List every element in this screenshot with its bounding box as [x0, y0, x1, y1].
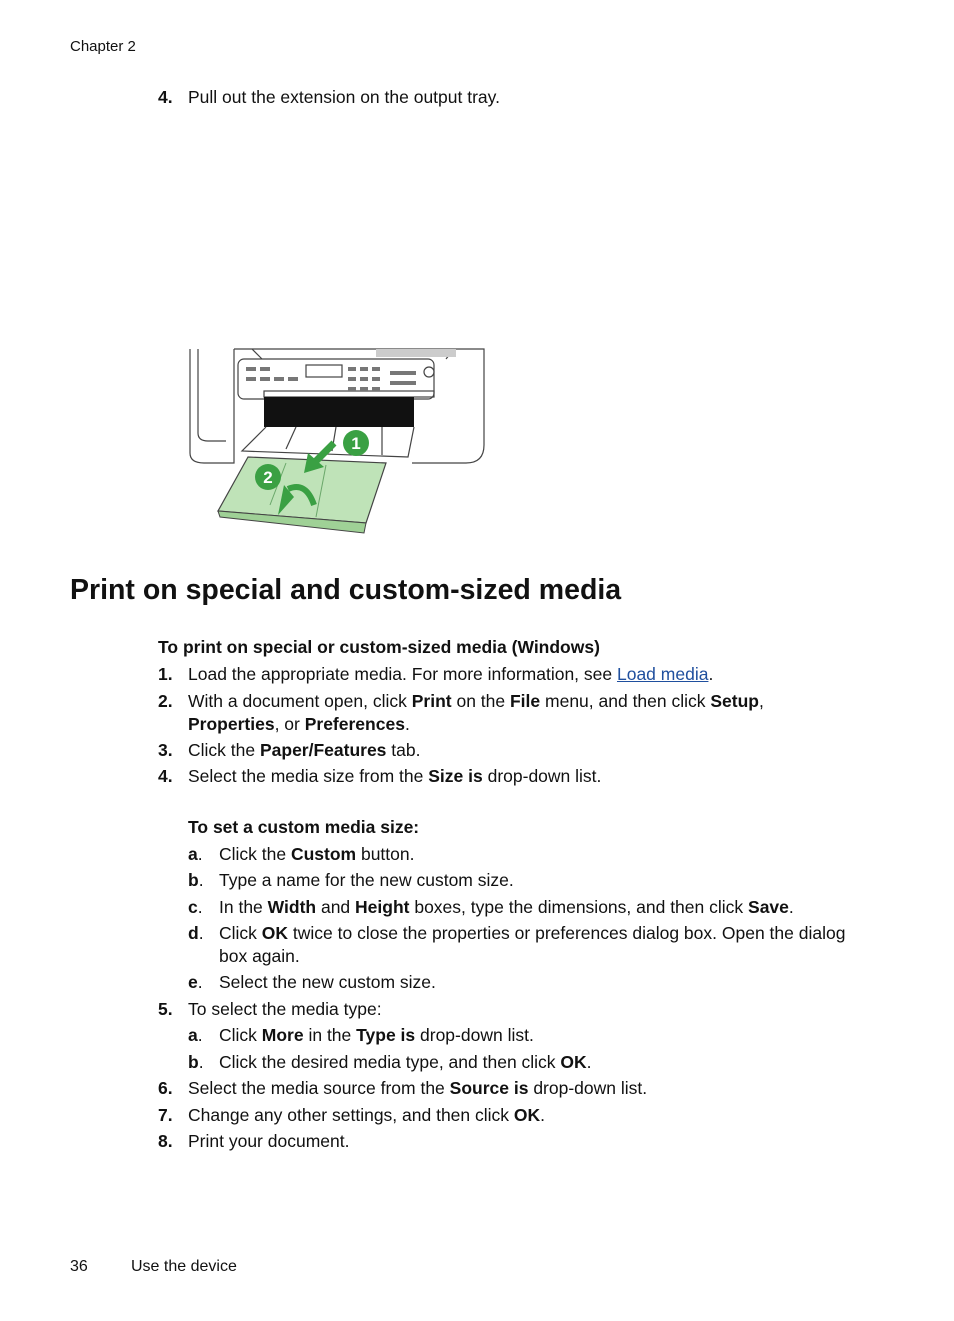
sub-b-text: Type a name for the new custom size.: [219, 870, 514, 890]
sub-e-text: Select the new custom size.: [219, 972, 436, 992]
step-4-number: 4.: [158, 766, 173, 786]
running-header: Chapter 2: [70, 38, 136, 55]
sub-b-letter: b.: [188, 870, 204, 890]
sub-a-text: Click the Custom button.: [219, 844, 415, 864]
sub-d-text: Click OK twice to close the properties or preferences dialog box. Open the dialog: [219, 923, 846, 943]
step-2-number: 2.: [158, 691, 173, 711]
printer-body-outline: [190, 349, 234, 463]
step-3-text: Click the Paper/Features tab.: [188, 740, 421, 760]
callout-2: 2: [263, 468, 273, 487]
custom-size-title: To set a custom media size:: [188, 817, 420, 837]
step-6-text: Select the media source from the Source is drop-down list.: [188, 1078, 648, 1098]
output-slot: [264, 397, 414, 427]
step-7-number: 7.: [158, 1105, 173, 1125]
step-6-number: 6.: [158, 1078, 173, 1098]
step-3-number: 3.: [158, 740, 173, 760]
step-8-text: Print your document.: [188, 1131, 350, 1151]
callout-1: 1: [351, 434, 361, 453]
intro-step-text: Pull out the extension on the output tray.: [188, 87, 500, 107]
sub-c-letter: c.: [188, 897, 203, 917]
sub5-a-text: Click More in the Type is drop-down list.: [219, 1025, 534, 1045]
sub5-b-text: Click the desired media type, and then click OK.: [219, 1052, 592, 1072]
procedure-title: To print on special or custom-sized media (Windows): [158, 637, 600, 657]
sub-d-text-cont: box again.: [219, 946, 300, 966]
section-title: Print on special and custom-sized media: [70, 574, 622, 606]
load-media-link[interactable]: Load media: [616, 664, 709, 684]
footer-label: Use the device: [131, 1258, 237, 1275]
step-5-text: To select the media type:: [188, 999, 382, 1019]
step-8-number: 8.: [158, 1131, 173, 1151]
page-number: 36: [70, 1258, 88, 1275]
step-5-number: 5.: [158, 999, 173, 1019]
step-1-text: Load the appropriate media. For more information, see Load media.: [188, 664, 714, 684]
step-2-text-cont: Properties, or Preferences.: [188, 714, 410, 734]
step-2-text: With a document open, click Print on the File menu, and then click Setup,: [188, 691, 764, 711]
output-tray-illustration: [186, 345, 486, 541]
step-4-text: Select the media size from the Size is drop-down list.: [188, 766, 602, 786]
sub5-b-letter: b.: [188, 1052, 204, 1072]
sub-a-letter: a.: [188, 844, 203, 864]
sub-d-letter: d.: [188, 923, 204, 943]
sub-e-letter: e.: [188, 972, 203, 992]
step-7-text: Change any other settings, and then click OK.: [188, 1105, 546, 1125]
intro-step-number: 4.: [158, 87, 173, 107]
step-1-number: 1.: [158, 664, 173, 684]
sub5-a-letter: a.: [188, 1025, 203, 1045]
sub-c-text: In the Width and Height boxes, type the dimensions, and then click Save.: [219, 897, 794, 917]
